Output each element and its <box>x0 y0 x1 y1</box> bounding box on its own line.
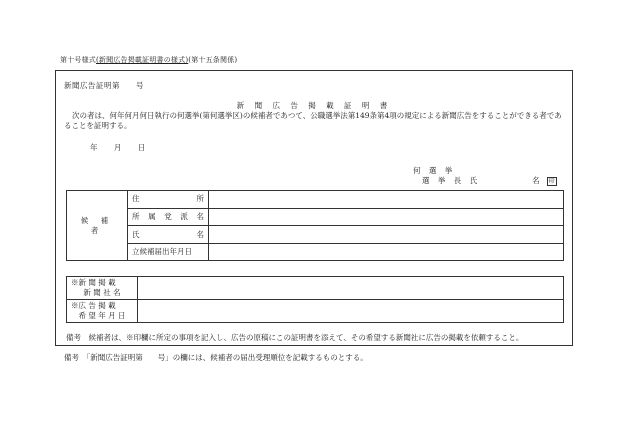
issuer-name-label: 名 <box>532 176 543 185</box>
remarks-outside: 備考 「新聞広告証明第 号」の欄には、候補者の届出受理順位を記載するものとする。 <box>64 353 368 362</box>
address-label: 住 所 <box>128 191 209 209</box>
table-row <box>67 243 564 261</box>
document-title: 新 聞 広 告 掲 載 証 明 書 <box>236 101 392 110</box>
issuer-election: 何 選 挙 <box>413 166 456 175</box>
party-label: 所 属 党 派 名 <box>128 208 209 226</box>
certificate-body: 次の者は、何年何月何日執行の何選挙(第何選挙区)の候補者であつて、公職選挙法第149条第4項の規定による新聞広告をすることができる者であることを証明する。 <box>64 111 562 130</box>
address-field[interactable] <box>209 191 564 209</box>
candidate-group-label: 候 補 者 <box>67 191 128 261</box>
newspaper-table <box>66 276 564 323</box>
name-field[interactable] <box>209 226 564 244</box>
issuer-officer <box>422 176 557 186</box>
newspaper-name-label: ※新 聞 掲 載 新 聞 社 名 <box>67 277 138 300</box>
certificate-number-label: 新聞広告証明第 号 <box>64 81 144 90</box>
filing-date-field[interactable] <box>209 243 564 261</box>
table-row <box>67 191 564 209</box>
form-number-note <box>60 56 237 65</box>
candidate-table <box>66 190 564 261</box>
newspaper-name-field[interactable] <box>138 277 564 300</box>
form-number: 第十号様式 <box>60 56 96 64</box>
issue-date-line: 年 月 日 <box>90 143 146 152</box>
issuer-title: 選 挙 長 氏 <box>422 176 481 185</box>
ad-date-label: ※広 告 掲 載 希 望 年 月 日 <box>67 300 138 323</box>
certificate-frame <box>55 70 573 346</box>
table-row <box>67 208 564 226</box>
filing-date-label: 立候補届出年月日 <box>128 243 209 261</box>
table-row <box>67 277 564 300</box>
form-name-note: (新聞広告掲載証明書の様式) <box>96 56 189 64</box>
table-row <box>67 226 564 244</box>
party-field[interactable] <box>209 208 564 226</box>
seal-mark: 印 <box>548 178 555 185</box>
name-label: 氏 名 <box>128 226 209 244</box>
table-row <box>67 300 564 323</box>
form-article-note: (第十五条関係) <box>188 56 238 64</box>
ad-date-field[interactable] <box>138 300 564 323</box>
remarks-inside: 備考 候補者は、※印欄に所定の事項を記入し、広告の原稿にこの証明書を添えて、その希望する新聞社に広告の掲載を依頼すること。 <box>66 333 524 342</box>
